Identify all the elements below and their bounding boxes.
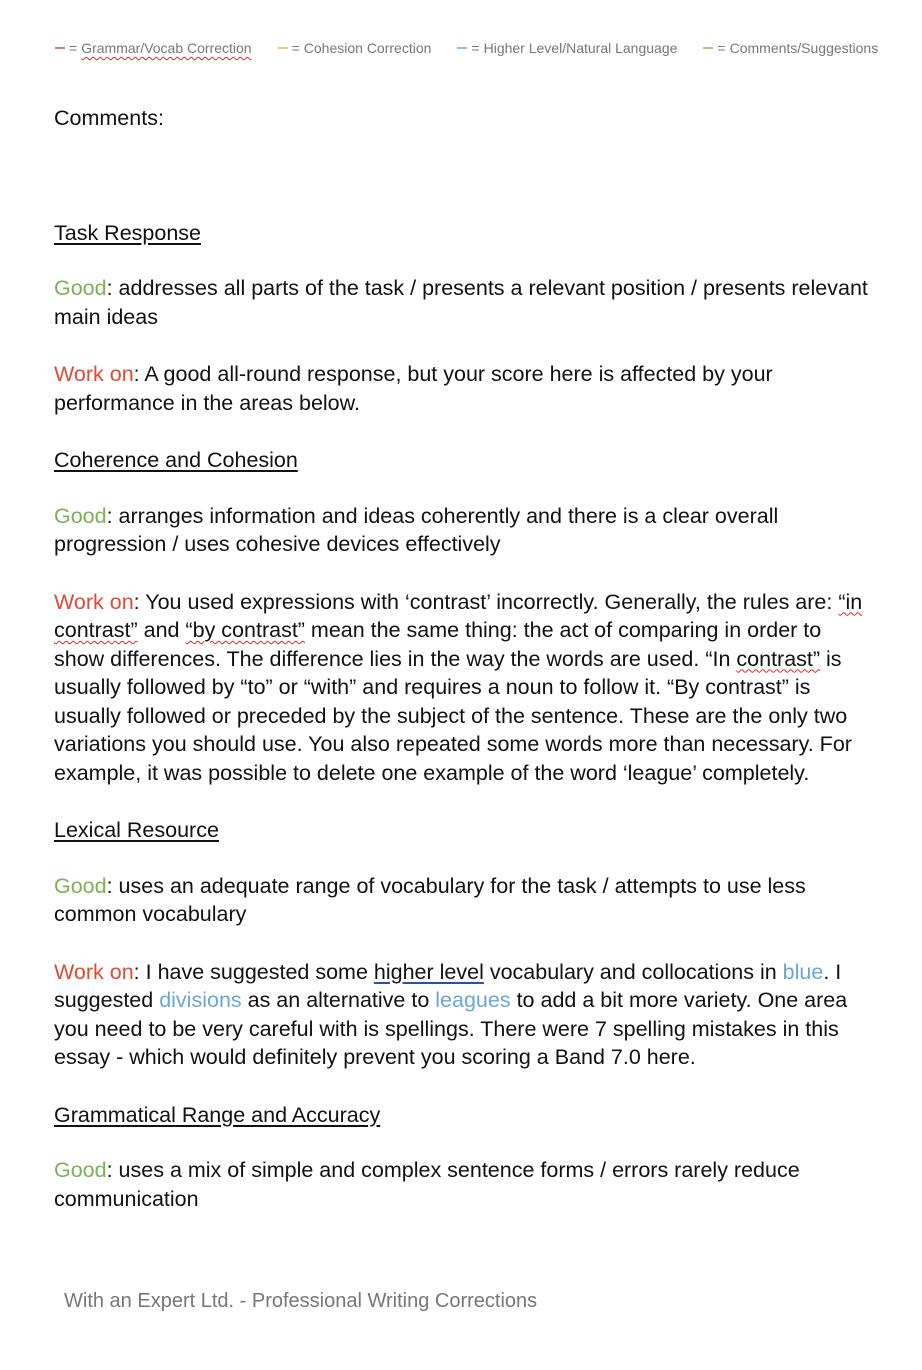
legend-item-cohesion: = Cohesion Correction	[278, 40, 432, 56]
legend-item-higher-level: = Higher Level/Natural Language	[457, 40, 677, 56]
coherence-work-text: is usually followed by “to” or “with” and requires a noun to follow it. “By contrast” is usually followed or preceded by the subject of the sentence. These are the only two variations you should use. You also repeated some words more than necessary. For example, it was possible to delete one example of the word ‘league’ completely.	[54, 646, 852, 785]
legend-bar	[55, 38, 882, 58]
legend-label-grammar: Grammar/Vocab Correction	[81, 40, 252, 56]
legend-dash-tan	[703, 47, 713, 49]
good-label: Good	[54, 276, 107, 300]
higher-level-link: higher level	[373, 959, 484, 984]
legend-item-comments: = Comments/Suggestions	[703, 40, 878, 56]
legend-dash-red	[55, 47, 65, 49]
work-on-label: Work on	[54, 959, 134, 984]
lexical-good-text: : uses an adequate range of vocabulary for the task / attempts to use less common vocabulary	[54, 873, 806, 926]
footer-text: With an Expert Ltd. - Professional Writing Corrections	[64, 1290, 538, 1312]
coherence-good-paragraph	[54, 502, 874, 559]
task-work-paragraph	[54, 360, 874, 417]
good-label: Good	[54, 1158, 107, 1182]
grammar-good-paragraph	[54, 1156, 874, 1213]
good-label: Good	[54, 503, 107, 528]
coherence-good-text: : arranges information and ideas coherently and there is a clear overall progression / uses cohesive devices effectively	[54, 503, 779, 556]
task-good-text: : addresses all parts of the task / presents a relevant position / presents relevant main ideas	[54, 276, 868, 329]
legend-item-grammar: = Grammar/Vocab Correction	[55, 40, 252, 56]
lexical-work-paragraph	[54, 958, 874, 1072]
lexical-work-text: vocabulary and collocations in	[483, 959, 783, 984]
coherence-work-paragraph	[54, 588, 874, 788]
legend-label-cohesion: Cohesion Correction	[303, 40, 432, 56]
legend-dash-blue	[457, 47, 467, 49]
task-good-paragraph	[54, 274, 874, 331]
legend-dash-yellow	[278, 47, 288, 49]
blue-word: blue	[782, 959, 824, 984]
lexical-work-text: : I have suggested some	[133, 959, 374, 984]
coherence-work-text: : You used expressions with ‘contrast’ incorrectly. Generally, the rules are:	[133, 589, 839, 614]
comments-label: Comments:	[54, 106, 164, 130]
lexical-work-text: . I suggested	[54, 959, 842, 1012]
legend-label-higher-level: Higher Level/Natural Language	[483, 40, 678, 56]
task-work-text: : A good all-round response, but your score here is affected by your performance in the areas below.	[54, 362, 773, 415]
work-on-label: Work on	[54, 362, 134, 386]
coherence-work-text: mean the same thing: the act of comparing in order to show differences. The difference lies in the way the words are used. “In	[54, 618, 822, 671]
legend-label-comments: Comments/Suggestions	[729, 40, 879, 56]
heading-task-response: Task Response	[54, 220, 201, 245]
lexical-work-text: as an alternative to	[241, 988, 436, 1012]
heading-lexical-resource: Lexical Resource	[54, 818, 219, 842]
spelling-flag: contrast”	[736, 646, 821, 671]
work-on-label: Work on	[54, 589, 134, 614]
coherence-work-text: and	[137, 618, 186, 642]
heading-coherence: Coherence and Cohesion	[54, 448, 298, 472]
lexical-work-text: to add a bit more variety. One area you need to be very careful with is spellings. There were 7 spelling mistakes in this essay - which would definitely prevent you scoring a Band 7.0 here.	[54, 988, 848, 1069]
good-label: Good	[54, 873, 107, 898]
blue-word-leagues: leagues	[435, 988, 511, 1012]
lexical-good-paragraph	[54, 872, 874, 929]
spelling-flag: “by contrast”	[185, 618, 305, 642]
spelling-flag: “in contrast”	[54, 589, 863, 642]
blue-word-divisions: divisions	[159, 988, 242, 1012]
document-body	[54, 104, 874, 1242]
grammar-good-text: : uses a mix of simple and complex sentence forms / errors rarely reduce communication	[54, 1158, 800, 1211]
heading-grammatical-range: Grammatical Range and Accuracy	[54, 1102, 381, 1127]
